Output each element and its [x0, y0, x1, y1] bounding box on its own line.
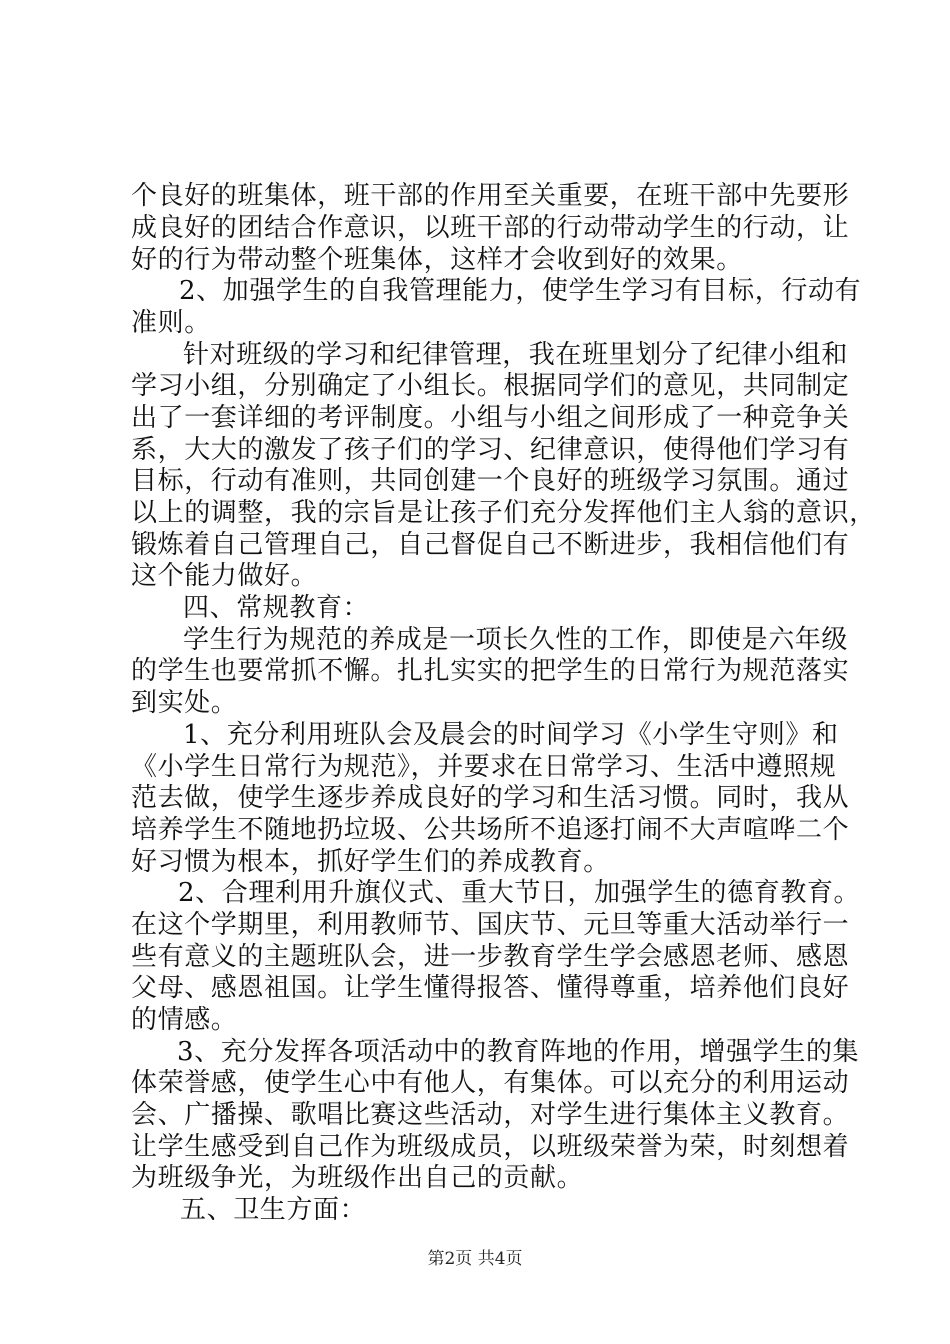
text-line: 学习小组，分别确定了小组长。根据同学们的意见，共同制定 — [131, 371, 850, 401]
text-line: 这个能力做好。 — [131, 561, 318, 591]
page-number-footer: 第2页 共4页 — [427, 1249, 523, 1269]
text-line: 为班级争光，为班级作出自己的贡献。 — [131, 1163, 584, 1193]
text-line: 好的行为带动整个班集体，这样才会收到好的效果。 — [131, 245, 743, 275]
text-line: 在这个学期里，利用教师节、国庆节、元旦等重大活动举行一 — [131, 910, 850, 940]
text-line: 1、充分利用班队会及晨会的时间学习《小学生守则》和 — [183, 720, 839, 750]
text-line: 到实处。 — [131, 688, 238, 718]
section-heading: 五、卫生方面： — [180, 1195, 367, 1225]
text-line: 些有意义的主题班队会，进一步教育学生学会感恩老师、感恩 — [131, 942, 850, 972]
text-line: 体荣誉感，使学生心中有他人，有集体。可以充分的利用运动 — [131, 1068, 850, 1098]
text-line: 成良好的团结合作意识，以班干部的行动带动学生的行动，让 — [131, 213, 850, 243]
text-line: 范去做，使学生逐步养成良好的学习和生活习惯。同时，我从 — [131, 783, 850, 813]
text-line: 的情感。 — [131, 1005, 238, 1035]
text-line: 锻炼着自己管理自己，自己督促自己不断进步，我相信他们有 — [131, 530, 850, 560]
text-line: 《小学生日常行为规范》，并要求在日常学习、生活中遵照规 — [131, 752, 837, 782]
text-line: 个良好的班集体，班干部的作用至关重要，在班干部中先要形 — [131, 181, 850, 211]
text-line: 会、广播操、歌唱比赛这些活动，对学生进行集体主义教育。 — [131, 1100, 850, 1130]
text-line: 2、合理利用升旗仪式、重大节日，加强学生的德育教育。 — [178, 878, 861, 908]
text-line: 准则。 — [131, 308, 211, 338]
text-line: 的学生也要常抓不懈。扎扎实实的把学生的日常行为规范落实 — [131, 656, 850, 686]
text-line: 3、充分发挥各项活动中的教育阵地的作用，增强学生的集 — [177, 1037, 860, 1067]
text-line: 系，大大的激发了孩子们的学习、纪律意识，使得他们学习有 — [131, 435, 850, 465]
text-line: 让学生感受到自己作为班级成员，以班级荣誉为荣，时刻想着 — [131, 1132, 850, 1162]
text-line: 培养学生不随地扔垃圾、公共场所不追逐打闹不大声喧哗二个 — [131, 815, 850, 845]
section-heading: 四、常规教育： — [183, 593, 370, 623]
text-line: 2、加强学生的自我管理能力，使学生学习有目标，行动有 — [179, 276, 862, 306]
text-line: 出了一套详细的考评制度。小组与小组之间形成了一种竞争关 — [131, 403, 850, 433]
text-line: 目标，行动有准则，共同创建一个良好的班级学习氛围。通过 — [131, 466, 850, 496]
text-line: 好习惯为根本，抓好学生们的养成教育。 — [131, 847, 610, 877]
text-line: 以上的调整，我的宗旨是让孩子们充分发挥他们主人翁的意识， — [131, 498, 876, 528]
text-line: 针对班级的学习和纪律管理，我在班里划分了纪律小组和 — [183, 340, 849, 370]
text-line: 学生行为规范的养成是一项长久性的工作，即使是六年级 — [183, 625, 849, 655]
text-line: 父母、感恩祖国。让学生懂得报答、懂得尊重，培养他们良好 — [131, 973, 850, 1003]
